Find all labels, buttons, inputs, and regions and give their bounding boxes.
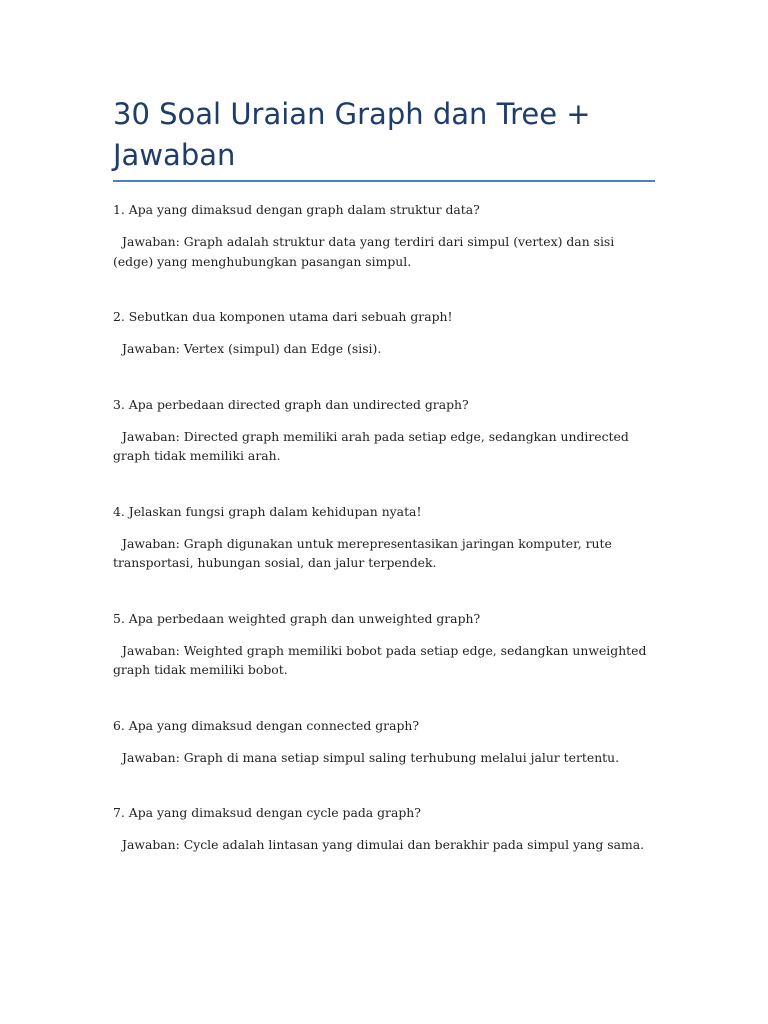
- title-divider: [113, 180, 655, 182]
- answer-5: Jawaban: Weighted graph memiliki bobot pada setiap edge, sedangkan unweighted graph tidak memiliki bobot.: [113, 642, 647, 677]
- answer-3: Jawaban: Directed graph memiliki arah pada setiap edge, sedangkan undirected graph tidak memiliki arah.: [113, 428, 629, 463]
- qa-item-1: [113, 200, 658, 271]
- qa-item-2: [113, 307, 658, 359]
- qa-item-3: [113, 395, 658, 466]
- question-6: 6. Apa yang dimaksud dengan connected graph?: [113, 717, 420, 733]
- qa-list: [113, 200, 658, 891]
- document-title: 30 Soal Uraian Graph dan Tree + Jawaban: [113, 97, 591, 172]
- question-1: 1. Apa yang dimaksud dengan graph dalam struktur data?: [113, 202, 480, 217]
- question-7: 7. Apa yang dimaksud dengan cycle pada graph?: [113, 805, 421, 820]
- answer-1: Jawaban: Graph adalah struktur data yang terdiri dari simpul (vertex) dan sisi (edge) yang menghubungkan pasangan simpul.: [113, 234, 615, 269]
- qa-item-6: [113, 716, 658, 768]
- qa-item-4: [113, 502, 658, 573]
- question-4: 4. Jelaskan fungsi graph dalam kehidupan nyata!: [113, 503, 422, 519]
- answer-4: Jawaban: Graph digunakan untuk merepresentasikan jaringan komputer, rute transportasi, hubungan sosial, dan jalur terpendek.: [113, 535, 612, 570]
- answer-2: Jawaban: Vertex (simpul) dan Edge (sisi).: [122, 341, 382, 356]
- answer-6: Jawaban: Graph di mana setiap simpul saling terhubung melalui jalur tertentu.: [122, 749, 620, 765]
- question-3: 3. Apa perbedaan directed graph dan undirected graph?: [113, 396, 469, 412]
- answer-7: Jawaban: Cycle adalah lintasan yang dimulai dan berakhir pada simpul yang sama.: [122, 837, 645, 852]
- qa-item-7: [113, 803, 658, 855]
- question-5: 5. Apa perbedaan weighted graph dan unweighted graph?: [113, 610, 481, 626]
- qa-item-5: [113, 609, 658, 680]
- question-2: 2. Sebutkan dua komponen utama dari sebuah graph!: [113, 309, 453, 324]
